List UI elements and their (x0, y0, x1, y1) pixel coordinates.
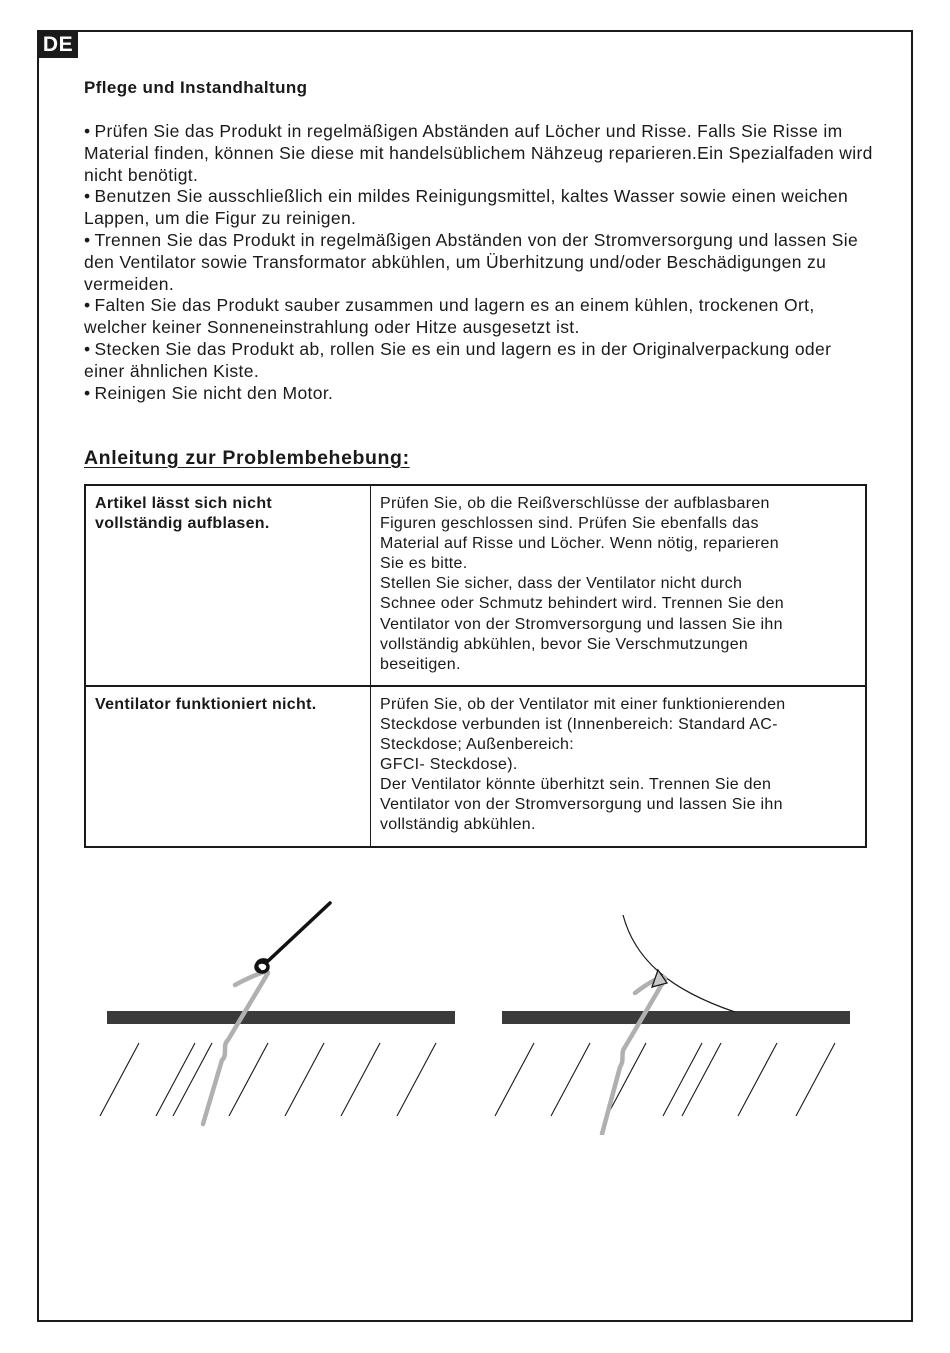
tether-line (257, 903, 330, 971)
solution-line: Material auf Risse und Löcher. Wenn nötig, reparieren (380, 535, 779, 553)
solution-line: Prüfen Sie, ob die Reißverschlüsse der aufblasbaren (380, 495, 770, 512)
solution-line: Ventilator von der Stromversorgung und lassen Sie ihn (380, 615, 783, 633)
solution-line: Sie es bitte. (380, 555, 468, 573)
bullet-symbol: • (84, 186, 91, 207)
care-bullet-text: Prüfen Sie das Produkt in regelmäßigen Abständen auf Löcher und Risse. Falls Sie Risse im Material finden, können Sie diese mit handelsüblichem Nähzeug reparieren.Ein Spezialfaden wird nicht benötigt. (84, 121, 873, 185)
tether-stake-diagram (100, 903, 455, 1124)
solution-cell (371, 686, 867, 847)
care-bullet (84, 230, 874, 295)
care-bullet-text: Stecken Sie das Produkt ab, rollen Sie es ein und lagern es in der Originalverpackung oder einer ähnlichen Kiste. (84, 338, 832, 381)
solution-line: Ventilator von der Stromversorgung und lassen Sie ihn (380, 796, 783, 814)
care-bullet (84, 339, 874, 383)
care-bullet (84, 186, 874, 230)
solution-cell (371, 485, 867, 686)
solution-line: vollständig abkühlen, bevor Sie Verschmutzungen (380, 635, 749, 653)
care-bullet (84, 121, 874, 186)
solution-line: Steckdose; Außenbereich: (380, 736, 574, 754)
care-bullet (84, 383, 874, 405)
ground-stake (602, 977, 665, 1134)
solution-line: Schnee oder Schmutz behindert wird. Trennen Sie den (380, 595, 784, 613)
table-row (85, 686, 866, 847)
ground-stake (203, 972, 268, 1124)
bullet-symbol: • (84, 338, 91, 359)
loop-stake-diagram (495, 915, 850, 1134)
care-bullet-text: Trennen Sie das Produkt in regelmäßigen Abständen von der Stromversorgung und lassen Sie den Ventilator sowie Transformator abkühlen, um Überhitzung und/oder Beschädigungen zu vermeiden. (84, 229, 859, 294)
table-row (85, 485, 866, 686)
solution-line: Prüfen Sie, ob der Ventilator mit einer funktionierenden (380, 695, 786, 713)
bullet-symbol: • (84, 295, 91, 316)
problem-cell: Ventilator funktioniert nicht. (85, 686, 371, 847)
solution-line: Stellen Sie sicher, dass der Ventilator nicht durch (380, 575, 743, 593)
ground-surface (107, 1011, 455, 1024)
care-bullet-list (84, 121, 874, 404)
solution-line: Der Ventilator könnte überhitzt sein. Trennen Sie den (380, 776, 772, 794)
bullet-symbol: • (84, 382, 91, 403)
bullet-symbol: • (84, 229, 91, 250)
care-title: Pflege und Instandhaltung (84, 78, 308, 97)
solution-line: vollständig abkühlen. (380, 816, 536, 834)
care-bullet-text: Falten Sie das Produkt sauber zusammen und lagern es an einem kühlen, trockenen Ort, welcher keiner Sonneneinstrahlung oder Hitze ausgesetzt ist. (84, 295, 815, 338)
language-badge: DE (38, 31, 78, 58)
soil-hatching (100, 1043, 436, 1116)
solution-line: Figuren geschlossen sind. Prüfen Sie ebenfalls das (380, 515, 759, 533)
bullet-symbol: • (84, 121, 91, 141)
troubleshooting-title: Anleitung zur Problembehebung: (84, 447, 410, 469)
care-bullet-text: Reinigen Sie nicht den Motor. (94, 382, 334, 403)
ground-surface (502, 1011, 850, 1024)
soil-hatching (495, 1043, 835, 1116)
solution-line: Steckdose verbunden ist (Innenbereich: Standard AC- (380, 715, 778, 733)
troubleshooting-table (84, 484, 867, 848)
solution-line: GFCI- Steckdose). (380, 756, 518, 774)
problem-cell: Artikel lässt sich nicht vollständig aufblasen. (85, 485, 371, 686)
solution-line: beseitigen. (380, 655, 461, 673)
staking-illustration (90, 895, 860, 1135)
care-bullet-text: Benutzen Sie ausschließlich ein mildes Reinigungsmittel, kaltes Wasser sowie einen weichen Lappen, um die Figur zu reinigen. (84, 186, 849, 229)
inflatable-outline (623, 915, 735, 1012)
care-bullet (84, 295, 874, 339)
